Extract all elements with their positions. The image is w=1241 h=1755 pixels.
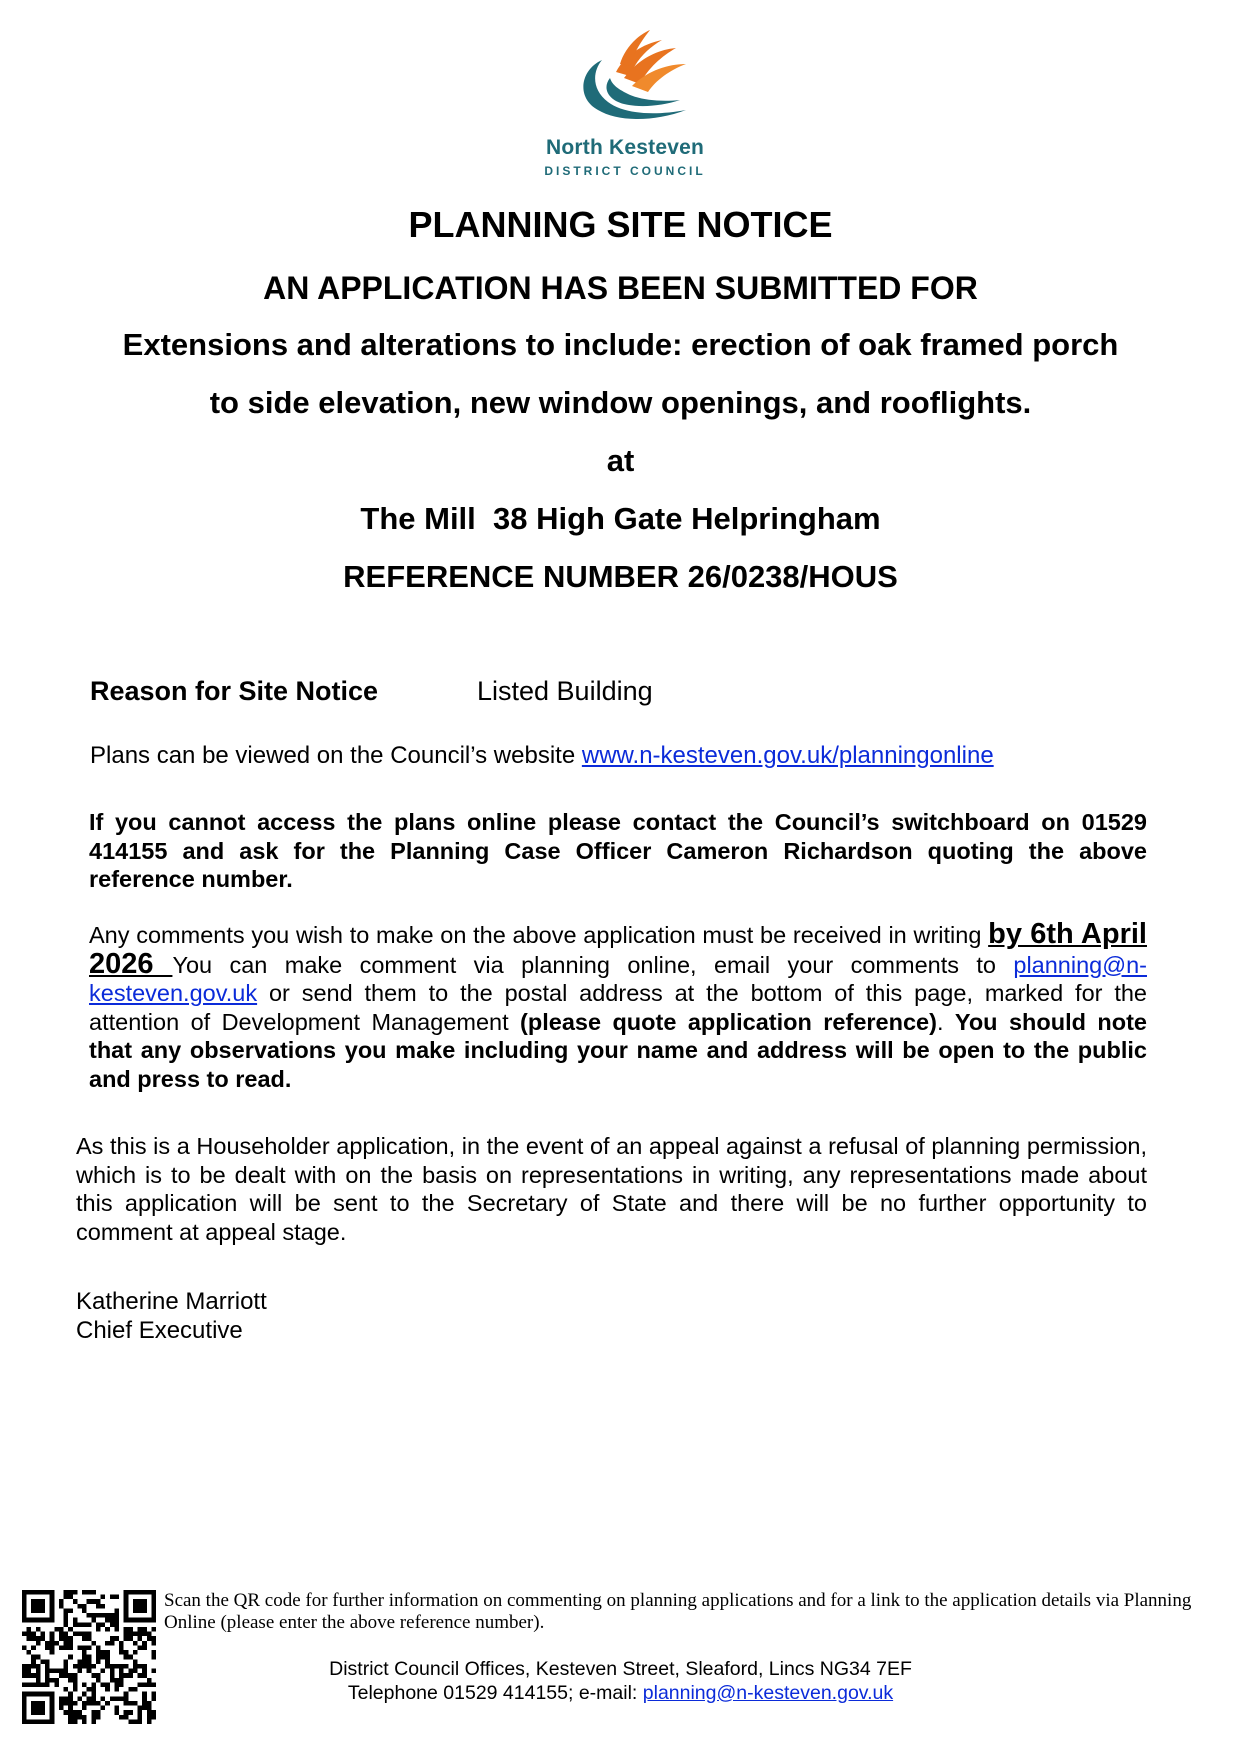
application-description-line-1: Extensions and alterations to include: erection of oak framed porch	[122, 327, 1119, 362]
contact-paragraph: If you cannot access the plans online please contact the Council’s switchboard on 01529 414155 and ask for the Planning Case Officer Cameron Richardson quoting the above reference number.	[89, 809, 1147, 892]
comments-middle: You can make comment via planning online, email your comments to	[172, 951, 1014, 978]
comments-period: .	[936, 1008, 944, 1035]
reason-value: Listed Building	[477, 676, 653, 706]
plans-text: Plans can be viewed on the Council’s website	[90, 742, 582, 769]
comments-quote-note: (please quote application reference)	[520, 1008, 937, 1035]
comments-deadline: by 6th April 2026	[89, 918, 1147, 980]
footer-telephone: Telephone 01529 414155; e-mail:	[347, 1682, 643, 1704]
logo-name: North Kesteven	[545, 136, 704, 159]
signoff-name: Katherine Marriott	[76, 1288, 267, 1315]
notice-subtitle: AN APPLICATION HAS BEEN SUBMITTED FOR	[263, 270, 978, 306]
notice-title: PLANNING SITE NOTICE	[408, 204, 833, 245]
comments-intro: Any comments you wish to make on the above application must be received in writing	[89, 922, 989, 948]
comments-warning: You should note that any observations you make including your name and address will be open to the public and press to read.	[89, 1008, 1147, 1092]
plans-line	[90, 742, 994, 770]
reference-number: REFERENCE NUMBER 26/0238/HOUS	[343, 559, 898, 594]
reason-label: Reason for Site Notice	[90, 676, 379, 706]
site-address: The Mill 38 High Gate Helpringham	[360, 501, 881, 536]
council-swirl-icon	[558, 26, 692, 136]
footer-contact	[0, 1681, 1241, 1705]
logo-subtitle: DISTRICT COUNCIL	[544, 164, 706, 178]
appeal-paragraph: As this is a Householder application, in the event of an appeal against a refusal of planning permission, which is to be dealt with on the basis on representations in writing, any representations made about this application will be sent to the Secretary of State and there will be no further opportunity to comment at appeal stage.	[76, 1133, 1147, 1245]
signoff-role: Chief Executive	[76, 1316, 243, 1344]
qr-instructions: Scan the QR code for further information on commenting on planning applications and for a link to the application details via Planning Online (please enter the above reference number).	[164, 1590, 1192, 1633]
footer-address-block	[0, 1657, 1241, 1705]
at-label: at	[606, 443, 635, 478]
planning-online-link[interactable]: www.n-kesteven.gov.uk/planningonline	[581, 742, 994, 769]
comments-after-email: or send them to the postal address at the bottom of this page, marked for the attention of Development Management	[89, 980, 1147, 1035]
signoff	[76, 1288, 267, 1345]
application-description-line-2: to side elevation, new window openings, and rooflights.	[209, 385, 1032, 420]
footer-email-link[interactable]: planning@n-kesteven.gov.uk	[642, 1682, 894, 1704]
comments-email-link[interactable]: planning@n-kesteven.gov.uk	[89, 951, 1147, 1006]
footer-address: District Council Offices, Kesteven Street, Sleaford, Lincs NG34 7EF	[329, 1658, 912, 1680]
comments-paragraph	[89, 920, 1147, 1093]
council-logo	[520, 20, 730, 180]
